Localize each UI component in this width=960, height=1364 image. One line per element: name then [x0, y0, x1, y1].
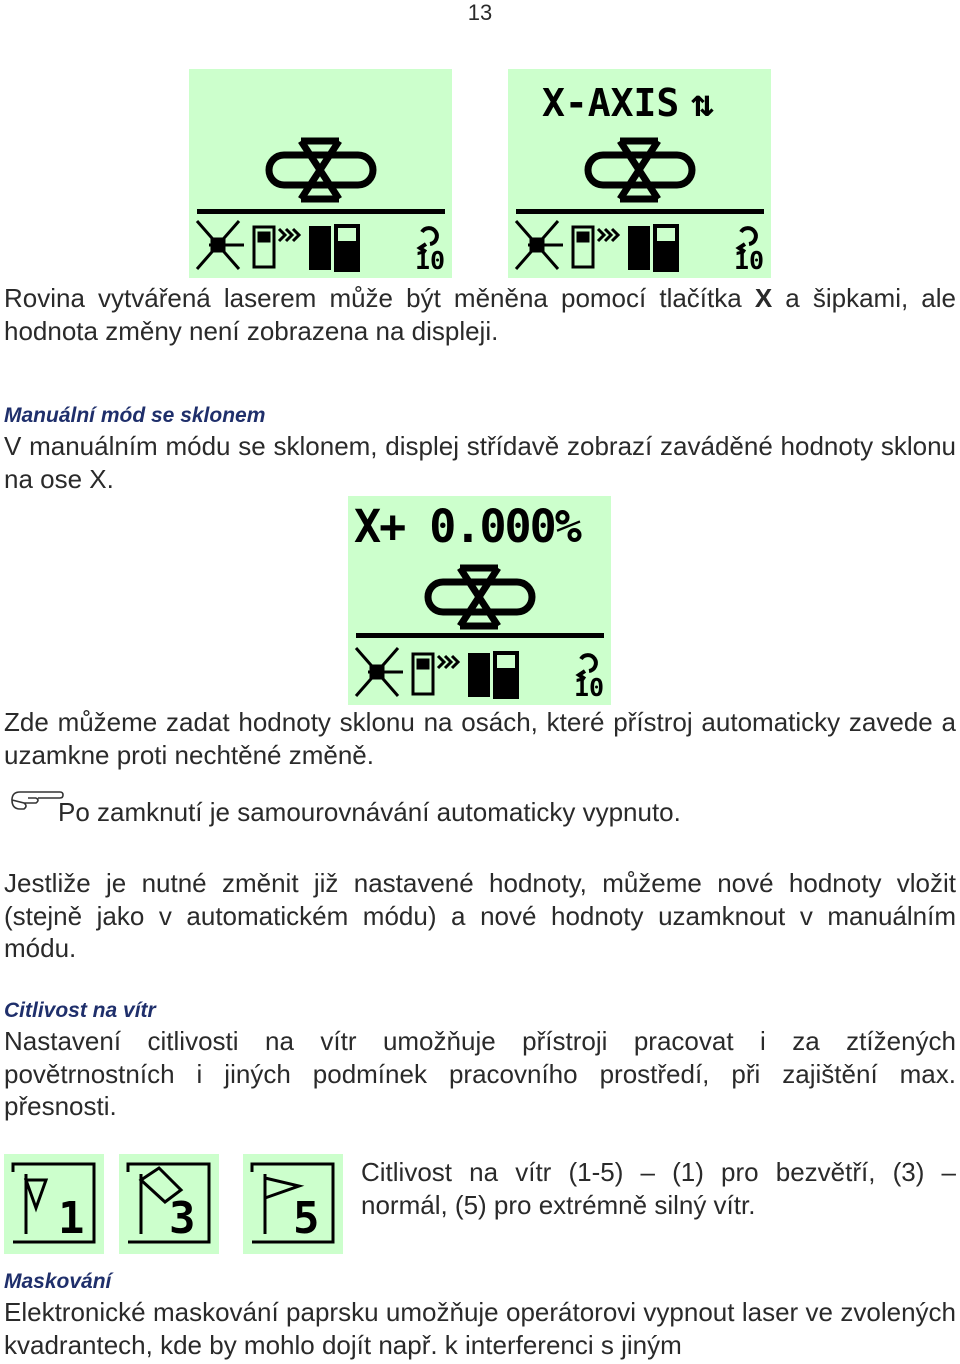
lcd-display-normal	[189, 69, 452, 278]
lcd-icons	[508, 69, 771, 278]
wind-level-3	[119, 1154, 219, 1254]
plane-level-icon	[269, 141, 373, 199]
lcd-speed: 10	[415, 246, 446, 275]
note-text: Po zamknutí je samourovnávání automaticky vypnuto.	[58, 797, 681, 827]
wind-caption: Citlivost na vítr (1-5) – (1) pro bezvětří, (3) – normál, (5) pro extrémně silný vítr.	[361, 1157, 956, 1220]
plane-level-icon	[428, 568, 532, 626]
lcd-icons	[189, 69, 452, 278]
laser-rotation-icon	[356, 648, 403, 696]
remote-icon	[413, 654, 458, 694]
remote-icon	[573, 227, 618, 267]
lcd-speed: 10	[574, 673, 605, 702]
lcd-speed: 10	[734, 246, 765, 275]
plane-level-icon	[588, 141, 692, 199]
heading-manual-mode: Manuální mód se sklonem	[4, 404, 266, 427]
up-down-arrows-icon: ⇅	[691, 81, 714, 125]
laser-rotation-icon	[516, 221, 563, 269]
lcd-icons	[348, 496, 611, 705]
lcd-axis-title: X-AXIS	[542, 81, 680, 125]
battery-half-icon	[336, 226, 358, 270]
paragraph-change-values: Jestliže je nutné změnit již nastavené hodnoty, můžeme nové hodnoty vložit (stejně jako v automatickém módu) a nové hodnoty uzamknout v manuálním módu.	[4, 868, 956, 963]
lcd-slope-readout: X+ 0.000%	[354, 500, 580, 553]
battery-half-icon	[655, 226, 677, 270]
wind-level-1	[4, 1154, 104, 1254]
remote-icon	[254, 227, 299, 267]
lcd-display-slope	[348, 496, 611, 705]
heading-masking: Maskování	[4, 1270, 112, 1293]
x-key-label: X	[754, 283, 773, 313]
paragraph-masking: Elektronické maskování paprsku umožňuje operátorovi vypnout laser ve zvolených kvadrantech, kde by mohlo dojít např. k interferenci s jiným	[4, 1297, 956, 1360]
flag-calm-icon	[4, 1154, 104, 1254]
heading-wind-sensitivity: Citlivost na vítr	[4, 999, 156, 1022]
paragraph-wind-sensitivity: Nastavení citlivosti na vítr umožňuje přístroji pracovat i za ztížených povětrnostních i jiných podmínek pracovního prostředí, při zajištění max. přesnosti.	[4, 1026, 956, 1121]
laser-rotation-icon	[197, 221, 244, 269]
battery-full-icon	[309, 226, 331, 270]
page-number: 13	[467, 0, 493, 25]
wind-level-5	[243, 1154, 343, 1254]
lcd-display-x-axis	[508, 69, 771, 278]
paragraph-axes: Zde můžeme zadat hodnoty sklonu na osách, které přístroj automaticky zavede a uzamkne proti nechtěné změně.	[4, 707, 956, 770]
wind-level-value: 1	[58, 1193, 85, 1244]
wind-level-value: 5	[293, 1193, 320, 1244]
paragraph-manual-mode: V manuálním módu se sklonem, displej střídavě zobrazí zaváděné hodnoty sklonu na ose X.	[4, 431, 956, 494]
battery-half-icon	[495, 653, 517, 697]
battery-full-icon	[468, 653, 490, 697]
wind-level-value: 3	[169, 1193, 196, 1244]
battery-full-icon	[628, 226, 650, 270]
pointing-hand-icon	[10, 786, 64, 816]
paragraph-plane: Rovina vytvářená laserem může být měněna pomocí tlačítka X a šipkami, ale hodnota změny není zobrazena na displeji.	[4, 283, 956, 346]
